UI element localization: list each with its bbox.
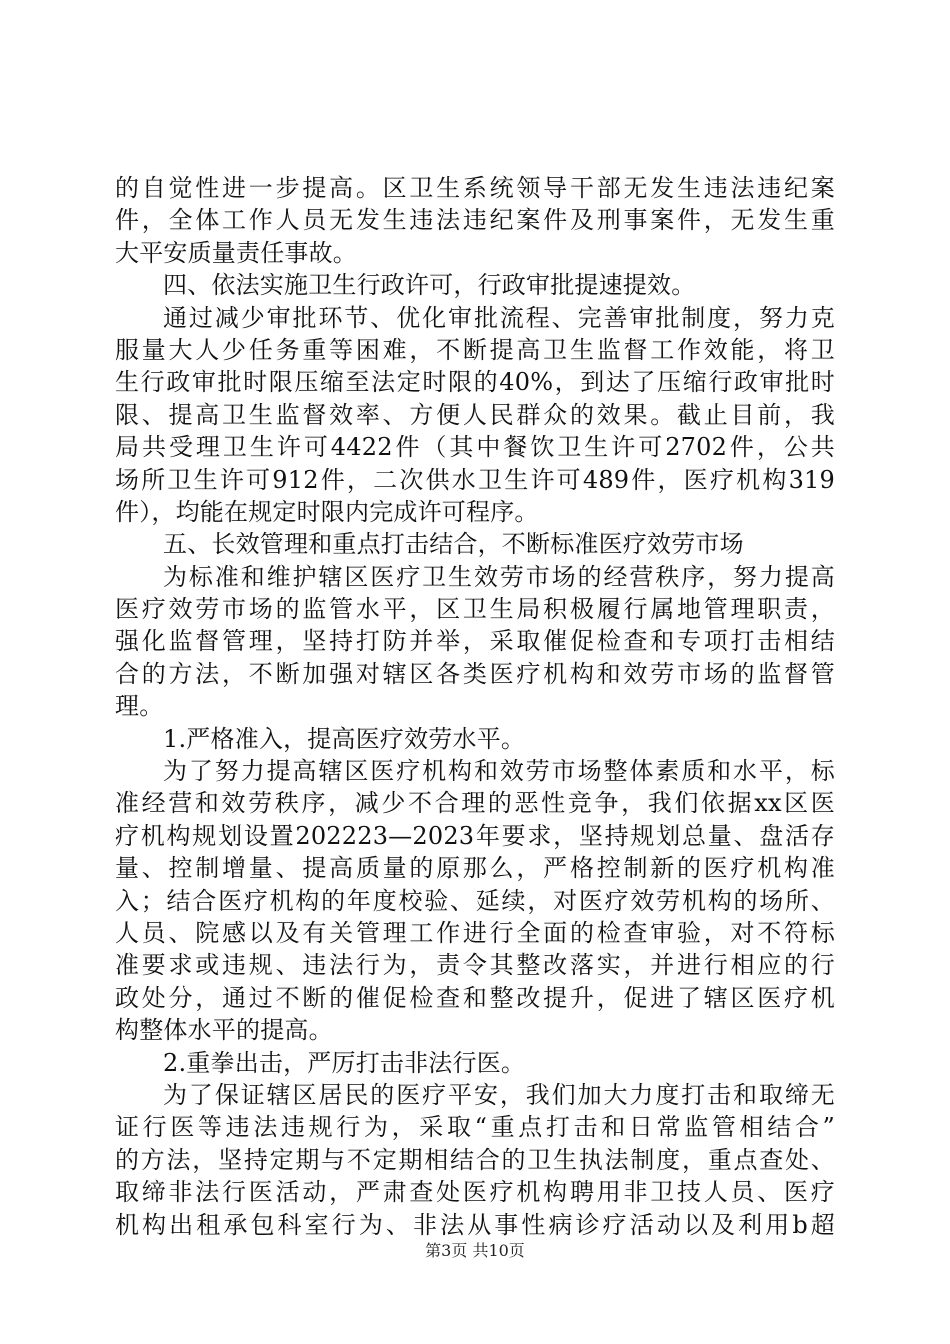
text-line: 取缔非法行医活动，严肃查处医疗机构聘用非卫技人员、医疗 bbox=[115, 1178, 835, 1207]
page-number-footer: 第3页 共10页 bbox=[425, 1241, 525, 1260]
text-line: 政处分，通过不断的催促检查和整改提升，促进了辖区医疗机 bbox=[115, 983, 835, 1012]
text-line: 机构出租承包科室行为、非法从事性病诊疗活动以及利用b超 bbox=[115, 1210, 835, 1239]
text-line: 医疗效劳市场的监管水平，区卫生局积极履行属地管理职责， bbox=[115, 595, 835, 624]
text-line: 为了保证辖区居民的医疗平安，我们加大力度打击和取缔无 bbox=[163, 1080, 835, 1109]
text-line: 为了努力提高辖区医疗机构和效劳市场整体素质和水平，标 bbox=[163, 757, 835, 786]
subsection-heading: 1.严格准入，提高医疗效劳水平。 bbox=[163, 724, 526, 753]
text-line: 为标准和维护辖区医疗卫生效劳市场的经营秩序，努力提高 bbox=[163, 562, 835, 591]
subsection-heading: 2.重拳出击，严厉打击非法行医。 bbox=[163, 1048, 526, 1077]
text-line: 局共受理卫生许可4422件（其中餐饮卫生许可2702件，公共 bbox=[115, 433, 835, 462]
text-line: 构整体水平的提高。 bbox=[115, 1016, 333, 1045]
text-line: 证行医等违法违规行为，采取“重点打击和日常监管相结合” bbox=[115, 1113, 835, 1142]
body-text bbox=[115, 172, 835, 1241]
text-line: 的方法，坚持定期与不定期相结合的卫生执法制度，重点查处、 bbox=[115, 1145, 835, 1174]
text-line: 生行政审批时限压缩至法定时限的40%，到达了压缩行政审批时 bbox=[115, 368, 835, 397]
text-line: 理。 bbox=[115, 692, 164, 721]
text-line: 通过减少审批环节、优化审批流程、完善审批制度，努力克 bbox=[163, 303, 835, 332]
text-line: 入；结合医疗机构的年度校验、延续，对医疗效劳机构的场所、 bbox=[115, 886, 835, 915]
text-line: 量、控制增量、提高质量的原那么，严格控制新的医疗机构准 bbox=[115, 854, 835, 883]
text-line: 件），均能在规定时限内完成许可程序。 bbox=[115, 497, 539, 526]
text-line: 件，全体工作人员无发生违法违纪案件及刑事案件，无发生重 bbox=[115, 206, 835, 235]
text-line: 疗机构规划设置202223—2023年要求，坚持规划总量、盘活存 bbox=[115, 821, 835, 850]
text-line: 的自觉性进一步提高。区卫生系统领导干部无发生违法违纪案 bbox=[115, 174, 835, 202]
text-line: 人员、院感以及有关管理工作进行全面的检查审验，对不符标 bbox=[115, 918, 835, 947]
section-heading: 四、依法实施卫生行政许可，行政审批提速提效。 bbox=[163, 271, 696, 300]
text-line: 限、提高卫生监督效率、方便人民群众的效果。截止目前，我 bbox=[115, 400, 835, 429]
text-line: 合的方法，不断加强对辖区各类医疗机构和效劳市场的监督管 bbox=[115, 659, 835, 688]
text-line: 强化监督管理，坚持打防并举，采取催促检查和专项打击相结 bbox=[115, 627, 835, 656]
text-line: 准要求或违规、违法行为，责令其整改落实，并进行相应的行 bbox=[115, 951, 835, 980]
section-heading: 五、长效管理和重点打击结合，不断标准医疗效劳市场 bbox=[163, 530, 744, 559]
text-line: 准经营和效劳秩序，减少不合理的恶性竞争，我们依据xx区医 bbox=[115, 789, 835, 818]
text-line: 服量大人少任务重等困难，不断提高卫生监督工作效能，将卫 bbox=[115, 335, 835, 364]
text-line: 场所卫生许可912件，二次供水卫生许可489件，医疗机构319 bbox=[115, 465, 835, 494]
text-line: 大平安质量责任事故。 bbox=[115, 238, 357, 267]
